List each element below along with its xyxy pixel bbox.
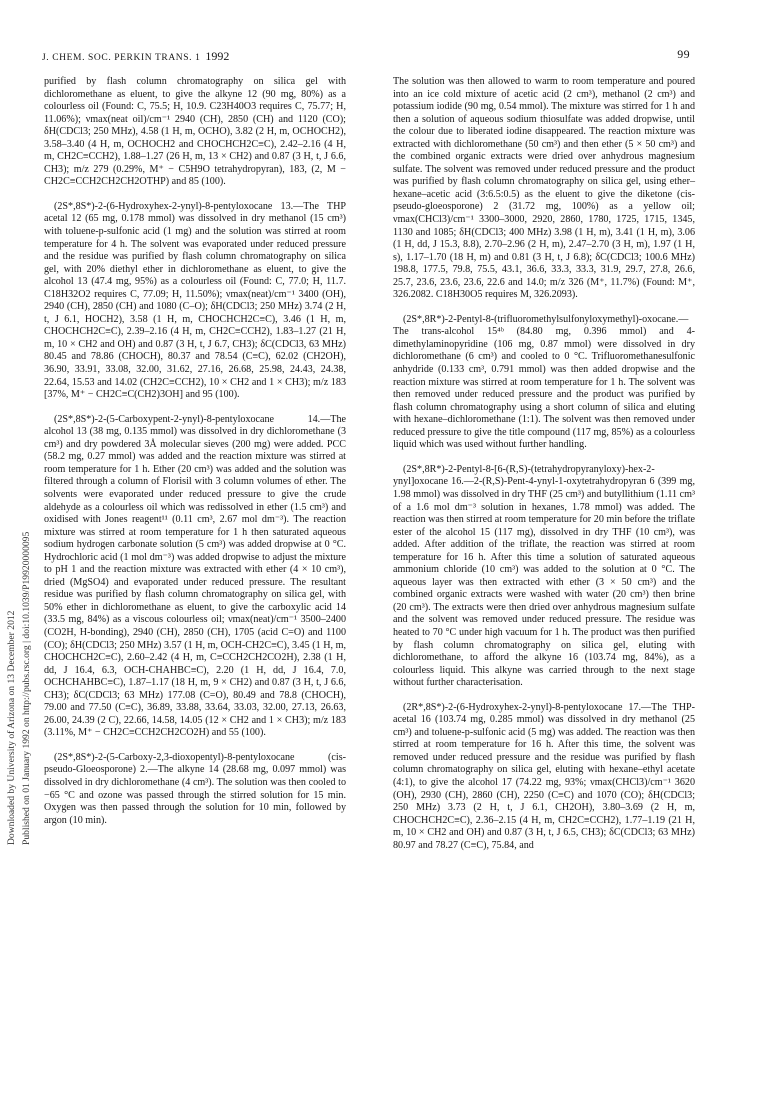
page-number: 99 [677, 47, 690, 61]
download-watermark [4, 285, 34, 845]
journal-year: 1992 [205, 49, 230, 63]
paragraph-compound-13: (2S*,8S*)-2-(6-Hydroxyhex-2-ynyl)-8-pentyloxocane 13.—The THP acetal 12 (65 mg, 0.178 mmol) was dissolved in dry methanol (15 cm³) with toluene-p-sulfonic acid (1 mg) and the solution was stirred at room temperature for 4 h. The solvent was evaporated under reduced pressure and the residue was purified by flash column chromatography on silica gel, with 20% diethyl ether in dichloromethane as eluent, to give the alcohol 13 (47.4 mg, 95%) as a colourless oil (Found: C, 77.0; H, 11.7. C18H32O2 requires C, 77.09; H, 11.50%); νmax(neat)/cm⁻¹ 3400 (OH), 2940 (CH), 2850 (CH) and 1080 (C–O); δH(CDCl3; 250 MHz) 3.74 (2 H, t, J 6.1, HOCH2), 3.58 (1 H, m, CHOCHCH2C≡C), 3.46 (1 H, m, CHOCHCH2C≡C), 2.39–2.16 (4 H, m, CH2C≡CCH2), 1.83–1.27 (21 H, m, 10 × CH2 and OH) and 0.87 (3 H, t, J 6.7, CH3); δC(CDCl3, 63 MHz) 80.45 and 78.86 (CHOCH), 80.37 and 78.54 (C≡C), 62.02 (CH2OH), 36.90, 33.91, 33.08, 32.00, 31.62, 27.16, 26.68, 25.98, 24.43, 24.38, 22.64, 15.53 and 14.02 (CH2C≡CCH2), 10 × CH2 and 1 × CH3); m/z 183 [37%, M⁺ − CH2C≡C(CH2)3OH] and 95 (100). [44, 200, 346, 401]
paragraph-alkyne-12: purified by flash column chromatography on silica gel with dichloromethane as eluent, to give the alkyne 12 (90 mg, 80%) as a colourless oil (Found: C, 75.5; H, 10.9. C23H40O3 requires C, 75.77; H, 11.06%); νmax(neat oil)/cm⁻¹ 2940 (CH), 2850 (CH) and 1120 (CO); δH(CDCl3; 250 MHz), 4.58 (1 H, m, OCHO), 3.82 (2 H, m, OCHOCH2), 3.58–3.40 (4 H, m, OCHOCH2 and CHOCHCH2C≡C), 2.42–2.16 (4 H, m, CH2C≡CCH2), 1.88–1.27 (26 H, m, 13 × CH2) and 0.87 (3 H, t, J 6.6, CH3); m/z 279 (0.29%, M⁺ − C5H9O tetrahydropyran), 183, (2, M − CH2C≡CCH2CH2CH2OTHP) and 85 (100). [44, 76, 346, 188]
paragraph-compound-2: (2S*,8S*)-2-(5-Carboxy-2,3-dioxopentyl)-8-pentyloxocane (cis-pseudo-Gloeosporone) 2.—The alkyne 14 (28.68 mg, 0.097 mmol) was dissolved in dry dichloromethane (4 cm³). The solution was then cooled to −65 °C and ozone was passed through the stirred solution for 15 min. Oxygen was then passed through the solution for 10 min, followed by argon (10 min). [44, 751, 346, 826]
paragraph-triflate: (2S*,8R*)-2-Pentyl-8-(trifluoromethylsulfonyloxymethyl)-oxocane.—The trans-alcohol 15⁴ᵇ (84.80 mg, 0.396 mmol) and 4-dimethylaminopyridine (106 mg, 0.87 mmol) were dissolved in dry dichloromethane (6 cm³) and cooled to 0 °C. Trifluoromethanesulfonic anhydride (0.133 cm³, 0.791 mmol) was then added dropwise and the reaction mixture was stirred at room temperature for 1 h. The solvent was then removed under reduced pressure and the product was purified by flash column chromatography using a short column of silica and eluting with hexane–dichloromethane (1:1). The solvent was then removed under reduced pressure to give the title compound (117 mg, 85%) as a colourless liquid which was used without further handling. [393, 313, 695, 451]
paragraph-compound-17: (2R*,8S*)-2-(6-Hydroxyhex-2-ynyl)-8-pentyloxocane 17.—The THP-acetal 16 (103.74 mg, 0.285 mmol) was dissolved in dry methanol (25 cm³) and toluene-p-sulfonic acid (5 mg) was added. The reaction was then stirred at room temperature for 16 h. After this time, the solvent was removed under reduced pressure and the residue was purified by flash column chromatography on silica gel, eluting with hexane–ethyl acetate (4:1), to give the alcohol 17 (74.22 mg, 93%; νmax(CHCl3)/cm⁻¹ 3620 (OH), 2930 (CH), 2860 (CH), 2250 (C≡C) and 1070 (CO); δH(CDCl3; 250 MHz) 3.73 (2 H, t, J 6.1, CH2OH), 3.80–3.69 (2 H, m, CHOCHCH2C≡C), 2.36–2.15 (4 H, m, CH2C≡CCH2), 1.77–1.19 (21 H, m, 10 × CH2 and OH) and 0.87 (3 H, t, J 6.5, CH3); δC(CDCl3; 63 MHz) 80.97 and 78.27 (C≡C), 75.84, and [393, 701, 695, 851]
right-column [393, 76, 695, 852]
paragraph-ozonolysis-workup: The solution was then allowed to warm to room temperature and poured into an ice cold mixture of acetic acid (2 cm³), methanol (2 cm³) and potassium iodide (90 mg, 0.54 mmol). The mixture was stirred for 1 h and then a solution of aqueous sodium thiosulfate was added dropwise, until the colour due to liberated iodine disappeared. The reaction mixture was extracted with dichloromethane (50 cm³) and then ether (5 × 50 cm³) and the combined organic extracts were dried over anhydrous magnesium sulfate. The solvent was removed under reduced pressure and the product was purified by flash column chromatography on silica gel, using ether–hexane–acetic acid (3:6.5:0.5) as the eluent to give the diketone (cis-pseudo-gloeosporone) 2 (31.72 mg, 100%) as a yellow oil; νmax(CHCl3)/cm⁻¹ 3300–3000, 2920, 2860, 1780, 1725, 1715, 1345, 1130 and 1085; δH(CDCl3; 400 MHz) 3.98 (1 H, m), 3.41 (1 H, m), 3.06 (1 H, dd, J 15.3, 8.8), 2.70–2.96 (2 H, m), 2.47–2.70 (3 H, m), 1.97 (1 H, s), 1.17–1.70 (18 H, m) and 0.81 (3 H, t, J 6.8); δC(CDCl3; 100.6 MHz) 198.8, 177.5, 79.8, 75.5, 43.1, 36.6, 33.3, 33.3, 31.9, 29.7, 27.8, 26.6, 25.7, 23.6, 23.6, 23.6, 22.6 and 14.0; m/z 326 (M⁺, 11.7%) (Found: M⁺, 326.2082. C18H30O5 requires M, 326.2093). [393, 76, 695, 301]
running-header [42, 47, 690, 63]
paragraph-compound-14: (2S*,8S*)-2-(5-Carboxypent-2-ynyl)-8-pentyloxocane 14.—The alcohol 13 (38 mg, 0.135 mmol) was dissolved in dry dichloromethane (3 cm³) and dry powdered 3Å molecular sieves (200 mg) were added. PCC (58.2 mg, 0.27 mmol) was added and the reaction mixture was stirred at room temperature for 1 h. Ether (20 cm³) was added and the solution was filtered through a column of Florisil with 3 column volumes of ether. The solvents were evaporated under reduced pressure to give the crude aldehyde as a colourless oil which was redissolved in ether (1.5 cm³) and oxidised with Jones reagent¹¹ (0.11 cm³, 2.67 mol dm⁻³). The reaction mixture was stirred at room temperature for 1 h then saturated aqueous sodium hydrogen carbonate solution (5 cm³) was added dropwise at 0 °C. Hydrochloric acid (1 mol dm⁻³) was added dropwise to adjust the mixture to pH 1 and the reaction mixture was extracted with ether (4 × 10 cm³), dried (MgSO4) and evaporated under reduced pressure. The resultant residue was purified by flash column chromatography on silica gel, with 50% ether in dichloromethane as eluent, to give the carboxylic acid 14 (33.5 mg, 84%) as a viscous colourless oil; νmax(neat)/cm⁻¹ 3500–2400 (CO2H, H-bonding), 2940 (CH), 2850 (CH), 1705 (acid C=O) and 1100 (CO); δH(CDCl3; 250 MHz) 3.57 (1 H, m, OCH-CH2C≡C), 3.45 (1 H, m, CHOCHCH2C≡C), 2.60–2.42 (4 H, m, C≡CCH2CH2CO2H), 2.38 (1 H, dd, J 16.4, 6.3, OCH-CHAHBC≡C), 2.20 (1 H, dd, J 16.4, 7.0, OCHCHAHBC≡C), 1.87–1.17 (18 H, m, 9 × CH2) and 0.87 (3 H, t, J 6.6, CH3); δC(CDCl3; 63 MHz) 177.08 (C=O), 80.49 and 78.8 (CHOCH), 79.00 and 77.50 (C≡C), 36.89, 33.88, 33.64, 33.03, 32.00, 27.13, 26.63, 26.00, 24.39 (2 C), 22.66, 14.58, 14.05 (12 × CH2 and 1 × CH3); m/z 183 (3.11%, M⁺ − CH2C≡CCH2CH2CO2H) and 55 (100). [44, 413, 346, 739]
journal-title [42, 49, 229, 64]
watermark-line-download: Downloaded by University of Arizona on 13 December 2012 [6, 610, 17, 845]
watermark-line-published: Published on 01 January 1992 on http://pubs.rsc.org | doi:10.1039/P19920000095 [21, 531, 32, 845]
paragraph-compound-16: (2S*,8R*)-2-Pentyl-8-[6-(R,S)-(tetrahydropyranyloxy)-hex-2-ynyl]oxocane 16.—2-(R,S)-Pent-4-ynyl-1-oxytetrahydropyran 6 (399 mg, 1.98 mmol) was dissolved in dry THF (25 cm³) and butyllithium (1.11 cm³ of a 1.6 mol dm⁻³ solution in hexanes, 1.78 mmol) was added. The reaction was then stirred at room temperature for 20 min before the triflate ester of the alcohol 15 (117 mg), dissolved in dry THF (10 cm³), was added. After addition of the triflate, the reaction was stirred at room temperature for 16 h. After this time a solution of saturated aqueous ammonium chloride (10 cm³) was added to the solution at 0 °C. The aqueous layer was then extracted with ether (3 × 50 cm³) and the combined organic extracts were washed with water (20 cm³) then brine (20 cm³). The extracts were then dried over anhydrous magnesium sulfate and the solvent was removed under reduced pressure. The residue was heated to 70 °C under high vacuum for 1 h. The product was then purified by flash column chromatography on silica gel, eluting with dichloromethane, to afford the alkyne 16 (103.74 mg, 84%), as a colourless liquid. This alkyne was carried through to the next stage without further characterisation. [393, 463, 695, 689]
left-column [44, 76, 346, 827]
journal-name: J. CHEM. SOC. PERKIN TRANS. 1 [42, 53, 201, 63]
